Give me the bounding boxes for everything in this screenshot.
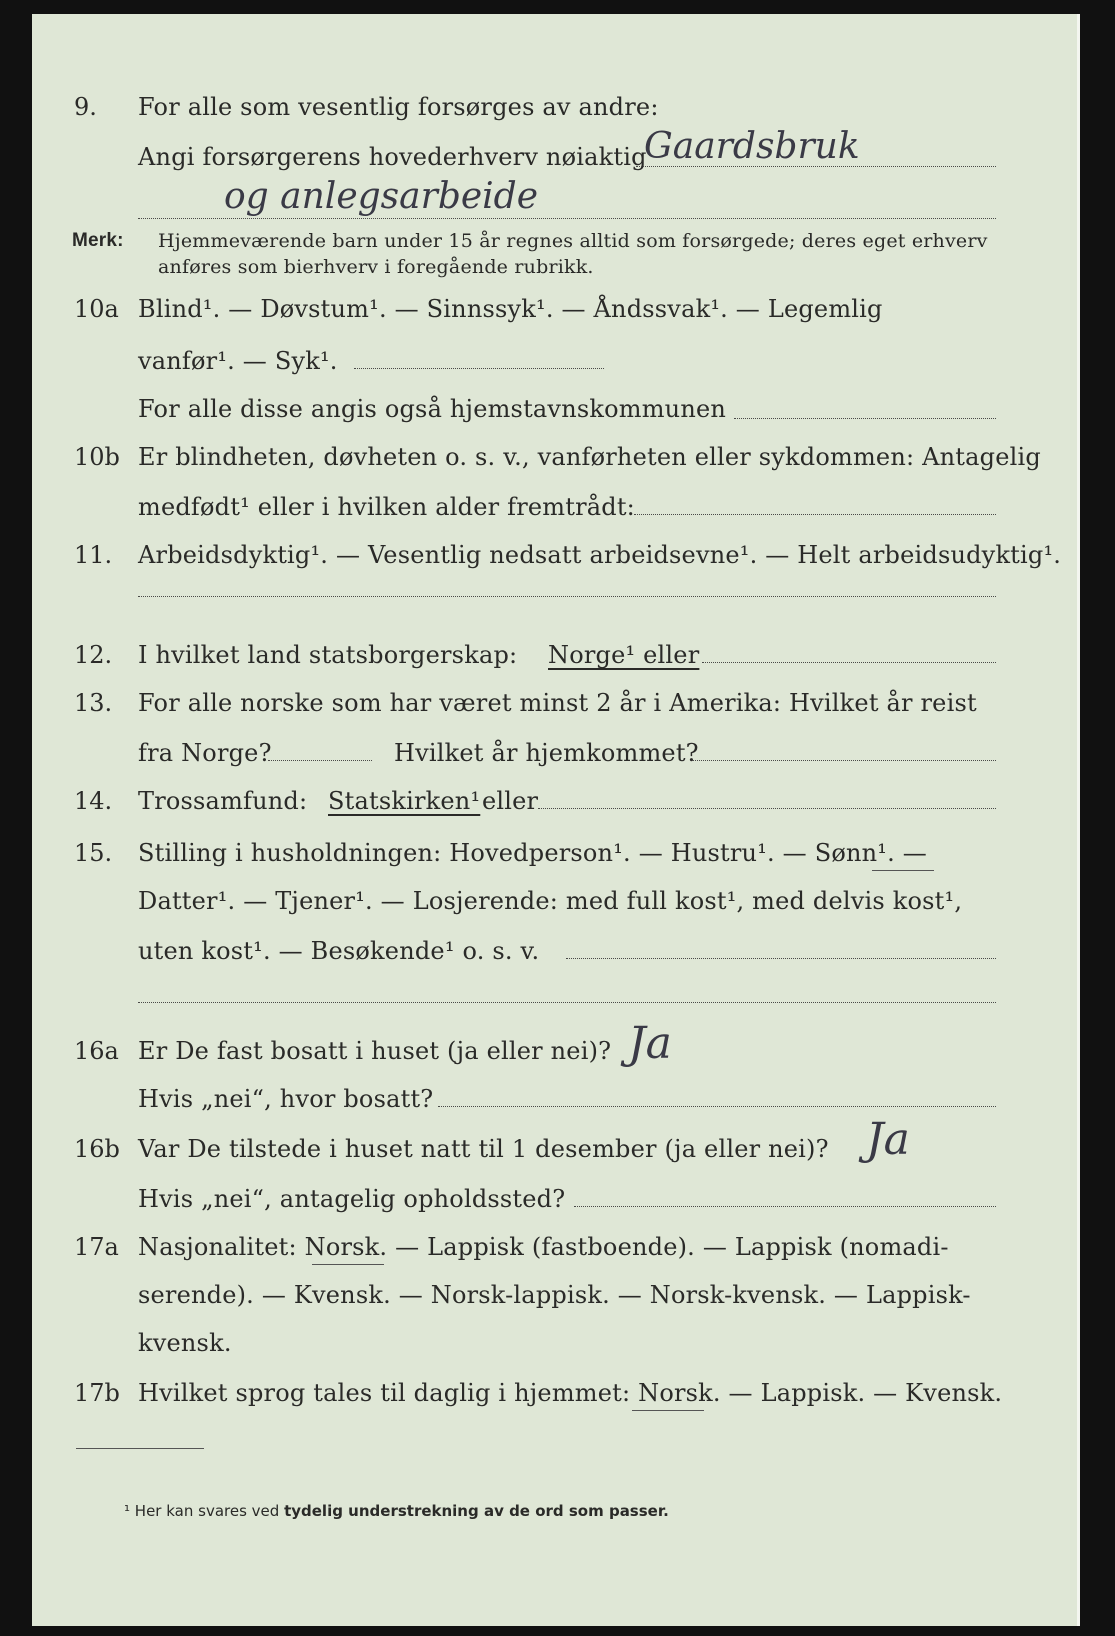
q16b-number: 16b bbox=[74, 1135, 120, 1163]
q9-handwritten-answer2: og anlegsarbeide bbox=[224, 176, 539, 217]
q14-answer-line bbox=[538, 808, 996, 809]
q10b-number: 10b bbox=[74, 443, 120, 471]
q11-line1: Arbeidsdyktig¹. — Vesentlig nedsatt arbeidsevne¹. — Helt arbeidsudyktig¹. bbox=[138, 541, 1062, 569]
q12-norge-underlined: Norge¹ eller bbox=[548, 641, 700, 669]
q17b-line1: Hvilket sprog tales til daglig i hjemmet: Norsk. — Lappisk. — Kvensk. bbox=[138, 1379, 1003, 1407]
q17a-norsk-underline bbox=[312, 1264, 384, 1265]
footnote bbox=[124, 1502, 669, 1520]
q12-answer-line bbox=[702, 662, 996, 663]
q11-answer-line bbox=[138, 596, 996, 597]
q10b-line2: medfødt¹ eller i hvilken alder fremtrådt: bbox=[138, 493, 635, 521]
footnote-text-plain: Her kan svares ved bbox=[134, 1502, 280, 1520]
q13-line1: For alle norske som har været minst 2 år i Amerika: Hvilket år reist bbox=[138, 689, 977, 717]
merk-line2: anføres som bierhverv i foregående rubrikk. bbox=[158, 256, 594, 278]
q17b-norsk-underline bbox=[632, 1410, 704, 1411]
q15-line2: Datter¹. — Tjener¹. — Losjerende: med full kost¹, med delvis kost¹, bbox=[138, 887, 963, 915]
merk-line1: Hjemmeværende barn under 15 år regnes alltid som forsørgede; deres eget erhverv bbox=[158, 230, 988, 252]
q13-line2b: Hvilket år hjemkommet? bbox=[394, 739, 699, 767]
q17a-line3: kvensk. bbox=[138, 1329, 232, 1357]
q17a-line2: serende). — Kvensk. — Norsk-lappisk. — Norsk-kvensk. — Lappisk- bbox=[138, 1281, 971, 1309]
q17b-number: 17b bbox=[74, 1379, 120, 1407]
q16b-handwritten-answer: Ja bbox=[866, 1114, 910, 1165]
q17a-number: 17a bbox=[74, 1233, 119, 1261]
q12-text: I hvilket land statsborgerskap: bbox=[138, 641, 518, 669]
q15-line1: Stilling i husholdningen: Hovedperson¹. — Hustru¹. — Sønn¹. — bbox=[138, 839, 927, 867]
footnote-rule bbox=[76, 1448, 204, 1449]
q16a-number: 16a bbox=[74, 1037, 119, 1065]
q9-line1: For alle som vesentlig forsørges av andre: bbox=[138, 93, 659, 121]
q10a-line2: vanfør¹. — Syk¹. bbox=[138, 347, 338, 375]
q10a-answer-line bbox=[354, 368, 604, 369]
q15-line3: uten kost¹. — Besøkende¹ o. s. v. bbox=[138, 937, 540, 965]
q17a-line1: Nasjonalitet: Norsk. — Lappisk (fastboende). — Lappisk (nomadi- bbox=[138, 1233, 949, 1261]
q16a-handwritten-answer: Ja bbox=[628, 1018, 672, 1069]
q10a-number: 10a bbox=[74, 295, 119, 323]
q10b-line1: Er blindheten, døvheten o. s. v., vanførheten eller sykdommen: Antagelig bbox=[138, 443, 1041, 471]
q14-text: Trossamfund: bbox=[138, 787, 308, 815]
q13-hjemkommet-line bbox=[692, 760, 996, 761]
merk-label: Merk: bbox=[72, 230, 124, 251]
q10a-line1: Blind¹. — Døvstum¹. — Sinnssyk¹. — Åndssvak¹. — Legemlig bbox=[138, 295, 883, 323]
q16b-line1: Var De tilstede i huset natt til 1 desember (ja eller nei)? bbox=[138, 1135, 829, 1163]
q9-handwritten-answer1: Gaardsbruk bbox=[644, 126, 860, 167]
q15-number: 15. bbox=[74, 839, 113, 867]
q12-number: 12. bbox=[74, 641, 113, 669]
q9-number: 9. bbox=[74, 93, 97, 121]
q11-number: 11. bbox=[74, 541, 113, 569]
q15-answer-line2 bbox=[138, 1002, 996, 1003]
q15-answer-line1 bbox=[566, 958, 996, 959]
footnote-mark: ¹ bbox=[124, 1502, 131, 1520]
q10a-hjemstavn-line bbox=[734, 418, 996, 419]
q15-sonn-underline bbox=[872, 870, 934, 871]
q13-reist-line bbox=[268, 760, 372, 761]
footnote-text-bold: tydelig understrekning av de ord som passer. bbox=[284, 1502, 669, 1520]
census-form-page bbox=[32, 14, 1080, 1626]
q16a-line2: Hvis „nei“, hvor bosatt? bbox=[138, 1085, 434, 1113]
q10a-line3: For alle disse angis også hjemstavnskommunen bbox=[138, 395, 727, 423]
q16a-line1: Er De fast bosatt i huset (ja eller nei)? bbox=[138, 1037, 612, 1065]
q9-answer-line2 bbox=[138, 218, 996, 219]
q13-line2a: fra Norge? bbox=[138, 739, 272, 767]
q10b-answer-line bbox=[634, 514, 996, 515]
q13-number: 13. bbox=[74, 689, 113, 717]
q14-statskirken-underlined: Statskirken¹ bbox=[328, 787, 481, 815]
q14-number: 14. bbox=[74, 787, 113, 815]
q9-line2: Angi forsørgerens hovederhverv nøiaktig bbox=[138, 143, 647, 171]
q16b-answer-line bbox=[574, 1206, 996, 1207]
q16b-line2: Hvis „nei“, antagelig opholdssted? bbox=[138, 1185, 566, 1213]
q14-eller: eller bbox=[482, 787, 539, 815]
q16a-answer-line bbox=[438, 1106, 996, 1107]
